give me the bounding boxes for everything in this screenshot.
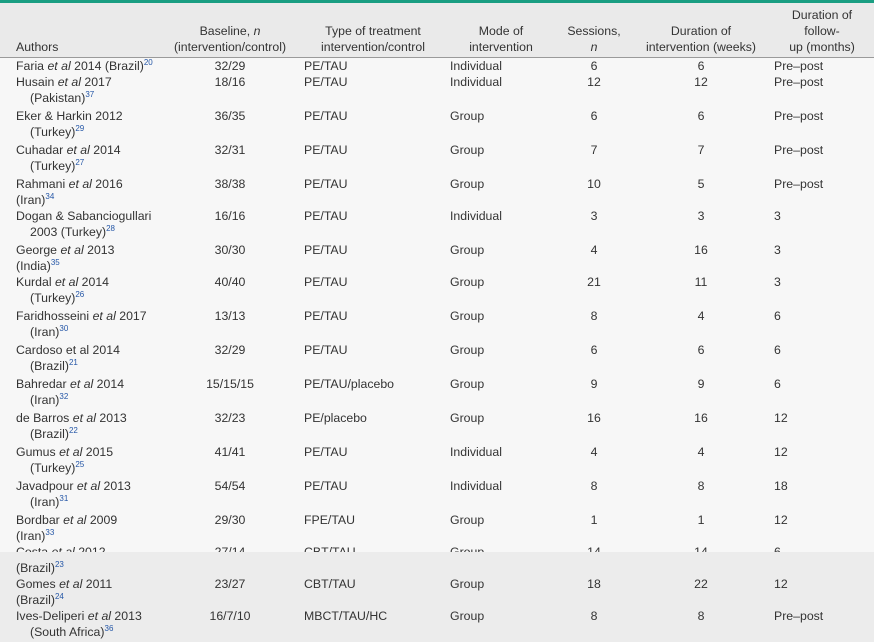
- citation-ref: 30: [59, 324, 68, 333]
- cell-author: [0, 576, 160, 608]
- author-name: Eker & Harkin 2012: [16, 109, 123, 123]
- cell-author: [0, 58, 160, 75]
- header-baseline: Baseline, n (intervention/control): [160, 3, 300, 58]
- cell-duration: 11: [632, 274, 770, 308]
- cell-mode: Group: [446, 410, 556, 444]
- cell-followup: 12: [770, 512, 874, 544]
- table-row: [0, 108, 874, 142]
- author-line: [16, 545, 106, 575]
- cell-baseline: 16/16: [160, 208, 300, 242]
- cell-followup: 3: [770, 274, 874, 308]
- author-year: 2015: [82, 445, 113, 459]
- author-line: [16, 577, 112, 607]
- cell-sessions: 16: [556, 410, 632, 444]
- author-etal: et al: [70, 377, 93, 391]
- author-name: Faridhosseini: [16, 309, 93, 323]
- cell-followup: 12: [770, 410, 874, 444]
- table-row: [0, 444, 874, 478]
- cell-mode: Group: [446, 274, 556, 308]
- cell-mode: [446, 544, 556, 576]
- cell-treatment-type: PE/TAU: [300, 58, 446, 75]
- table-row: [0, 608, 874, 642]
- cell-author: [0, 176, 160, 208]
- table-row: [0, 410, 874, 444]
- table-row: [0, 576, 874, 608]
- cell-followup: 12: [770, 576, 874, 608]
- cell-author: [0, 478, 160, 512]
- cell-treatment-type: PE/TAU: [300, 208, 446, 242]
- author-etal: et al: [69, 177, 92, 191]
- author-line: [16, 143, 121, 157]
- author-year: 2017: [81, 75, 112, 89]
- author-name: Cuhadar: [16, 143, 67, 157]
- author-name: George: [16, 243, 60, 257]
- author-line: [16, 479, 131, 493]
- author-line: [16, 243, 114, 273]
- author-line-2: [16, 90, 156, 106]
- cell-treatment-type: FPE/TAU: [300, 512, 446, 544]
- cell-followup: Pre–post: [770, 142, 874, 176]
- author-name: Dogan & Sabanciogullari: [16, 209, 151, 223]
- author-year: 2014: [93, 377, 124, 391]
- cell-author: [0, 544, 160, 576]
- author-year: 2011 (Brazil): [16, 577, 112, 607]
- author-line-2: [16, 124, 156, 140]
- author-year: 2009 (Iran): [16, 513, 117, 543]
- author-line-2: [16, 324, 156, 340]
- author-line: [16, 209, 151, 223]
- cell-baseline: 23/27: [160, 576, 300, 608]
- cell-baseline: 32/31: [160, 142, 300, 176]
- author-year: (Brazil): [16, 545, 106, 575]
- cell-sessions: 8: [556, 308, 632, 342]
- cell-mode: Group: [446, 342, 556, 376]
- table-row: [0, 242, 874, 274]
- cell-author: [0, 74, 160, 108]
- cell-sessions: 8: [556, 608, 632, 642]
- cell-duration: 16: [632, 410, 770, 444]
- cell-treatment-type: CBT/TAU: [300, 576, 446, 608]
- cell-treatment-type: PE/TAU: [300, 274, 446, 308]
- cell-baseline: 40/40: [160, 274, 300, 308]
- author-line: [16, 445, 113, 459]
- cell-author: [0, 376, 160, 410]
- author-line: [16, 75, 112, 89]
- author-name: Rahmani: [16, 177, 69, 191]
- header-mode: Mode of intervention: [446, 3, 556, 58]
- author-etal: et al: [60, 243, 83, 257]
- author-etal: et al: [59, 445, 82, 459]
- author-line: [16, 109, 123, 123]
- author-name: Kurdal: [16, 275, 55, 289]
- cell-duration: 3: [632, 208, 770, 242]
- cell-sessions: 8: [556, 478, 632, 512]
- author-name: Gomes: [16, 577, 59, 591]
- cell-treatment-type: MBCT/TAU/HC: [300, 608, 446, 642]
- author-line: [16, 343, 120, 357]
- cell-duration: 6: [632, 58, 770, 75]
- author-line: [16, 609, 142, 623]
- cell-duration: 6: [632, 342, 770, 376]
- study-table: [0, 3, 874, 552]
- cell-sessions: 18: [556, 576, 632, 608]
- table-row: [0, 274, 874, 308]
- cell-followup: Pre–post: [770, 58, 874, 75]
- cell-author: [0, 308, 160, 342]
- cell-duration: 12: [632, 74, 770, 108]
- cell-sessions: [556, 544, 632, 576]
- author-etal: et al: [63, 513, 86, 527]
- author-line-2: [16, 158, 156, 174]
- author-country: (Iran): [30, 325, 59, 339]
- citation-ref: 31: [59, 494, 68, 503]
- header-authors: Authors: [0, 3, 160, 58]
- cell-followup: Pre–post: [770, 608, 874, 642]
- cell-duration: 9: [632, 376, 770, 410]
- author-etal: et al: [73, 411, 96, 425]
- cell-treatment-type: PE/placebo: [300, 410, 446, 444]
- cell-mode: Individual: [446, 208, 556, 242]
- characteristics-table: [0, 3, 874, 642]
- author-line-2: [16, 224, 156, 240]
- author-year: 2016 (Iran): [16, 177, 123, 207]
- cell-author: [0, 274, 160, 308]
- table-row: [0, 308, 874, 342]
- author-line: [16, 377, 124, 391]
- cell-duration: 8: [632, 608, 770, 642]
- author-etal: et al: [93, 309, 116, 323]
- citation-ref: 29: [75, 124, 84, 133]
- cell-author: [0, 512, 160, 544]
- cell-sessions: 1: [556, 512, 632, 544]
- cell-followup: 18: [770, 478, 874, 512]
- cell-treatment-type: PE/TAU: [300, 478, 446, 512]
- cell-baseline: 32/29: [160, 58, 300, 75]
- author-year: 2014: [78, 275, 109, 289]
- cell-mode: Group: [446, 242, 556, 274]
- cell-mode: Group: [446, 108, 556, 142]
- cell-followup: 3: [770, 242, 874, 274]
- cell-sessions: 7: [556, 142, 632, 176]
- bottom-band: [0, 552, 874, 560]
- cell-sessions: 4: [556, 242, 632, 274]
- cell-mode: Group: [446, 512, 556, 544]
- citation-ref: 23: [55, 560, 64, 569]
- cell-mode: Individual: [446, 74, 556, 108]
- cell-baseline: [160, 544, 300, 576]
- table-row: [0, 376, 874, 410]
- header-treatment-type: Type of treatment intervention/control: [300, 3, 446, 58]
- cell-duration: 4: [632, 308, 770, 342]
- author-name: Faria: [16, 59, 47, 73]
- cell-duration: [632, 544, 770, 576]
- author-line-2: [16, 358, 156, 374]
- cell-author: [0, 208, 160, 242]
- author-name: Gumus: [16, 445, 59, 459]
- citation-ref: 34: [45, 192, 54, 201]
- author-country: (South Africa): [30, 625, 105, 639]
- author-year: 2013: [100, 479, 131, 493]
- citation-ref: 25: [75, 460, 84, 469]
- cell-sessions: 6: [556, 58, 632, 75]
- author-country: (Pakistan): [30, 91, 85, 105]
- cell-author: [0, 108, 160, 142]
- cell-author: [0, 608, 160, 642]
- cell-mode: Individual: [446, 58, 556, 75]
- cell-baseline: 32/29: [160, 342, 300, 376]
- cell-mode: Individual: [446, 478, 556, 512]
- citation-ref: 24: [55, 592, 64, 601]
- author-etal: et al: [47, 59, 70, 73]
- citation-ref: 26: [75, 290, 84, 299]
- author-name: Ives-Deliperi: [16, 609, 88, 623]
- cell-baseline: 29/30: [160, 512, 300, 544]
- author-name: Bordbar: [16, 513, 63, 527]
- table-row: [0, 142, 874, 176]
- header-sessions: Sessions, n: [556, 3, 632, 58]
- author-line-2: [16, 494, 156, 510]
- cell-author: [0, 242, 160, 274]
- table-header: [0, 3, 874, 58]
- author-name: Bahredar: [16, 377, 70, 391]
- cell-followup: 6: [770, 376, 874, 410]
- cell-baseline: 16/7/10: [160, 608, 300, 642]
- author-etal: et al: [59, 577, 82, 591]
- cell-followup: 6: [770, 342, 874, 376]
- author-year: 2013 (India): [16, 243, 114, 273]
- cell-treatment-type: PE/TAU: [300, 74, 446, 108]
- author-country: (Turkey): [30, 291, 75, 305]
- author-year: 2013: [96, 411, 127, 425]
- author-line: [16, 513, 117, 543]
- cell-sessions: 6: [556, 342, 632, 376]
- citation-ref: 20: [144, 58, 153, 67]
- author-line-2: [16, 392, 156, 408]
- cell-treatment-type: PE/TAU: [300, 176, 446, 208]
- cell-followup: Pre–post: [770, 176, 874, 208]
- cell-baseline: 41/41: [160, 444, 300, 478]
- cell-duration: 6: [632, 108, 770, 142]
- table-row: [0, 208, 874, 242]
- author-country: (Turkey): [30, 461, 75, 475]
- author-year: 2013: [111, 609, 142, 623]
- cell-sessions: 10: [556, 176, 632, 208]
- cell-mode: Group: [446, 308, 556, 342]
- citation-ref: 33: [45, 528, 54, 537]
- cell-duration: 22: [632, 576, 770, 608]
- cell-author: [0, 410, 160, 444]
- author-line-2: [16, 460, 156, 476]
- cell-mode: Group: [446, 376, 556, 410]
- cell-baseline: 54/54: [160, 478, 300, 512]
- cell-baseline: 36/35: [160, 108, 300, 142]
- author-line: [16, 411, 127, 425]
- cell-treatment-type: PE/TAU: [300, 444, 446, 478]
- author-name: Cardoso et al 2014: [16, 343, 120, 357]
- table-row: [0, 544, 874, 576]
- cell-baseline: 38/38: [160, 176, 300, 208]
- cell-followup: 6: [770, 308, 874, 342]
- citation-ref: 28: [106, 224, 115, 233]
- cell-treatment-type: PE/TAU: [300, 142, 446, 176]
- cell-treatment-type: PE/TAU: [300, 308, 446, 342]
- author-country: (Brazil): [30, 359, 69, 373]
- citation-ref: 21: [69, 358, 78, 367]
- cell-author: [0, 444, 160, 478]
- cell-sessions: 4: [556, 444, 632, 478]
- cell-followup: 12: [770, 444, 874, 478]
- author-line-2: [16, 624, 156, 640]
- cell-sessions: 12: [556, 74, 632, 108]
- author-line: [16, 177, 123, 207]
- author-name: Husain: [16, 75, 58, 89]
- header-duration: Duration of intervention (weeks): [632, 3, 770, 58]
- cell-followup: [770, 544, 874, 576]
- table-row: [0, 176, 874, 208]
- author-line-2: [16, 426, 156, 442]
- cell-baseline: 13/13: [160, 308, 300, 342]
- cell-baseline: 32/23: [160, 410, 300, 444]
- cell-duration: 4: [632, 444, 770, 478]
- cell-followup: Pre–post: [770, 74, 874, 108]
- cell-baseline: 18/16: [160, 74, 300, 108]
- cell-sessions: 3: [556, 208, 632, 242]
- cell-duration: 5: [632, 176, 770, 208]
- cell-treatment-type: PE/TAU: [300, 342, 446, 376]
- author-country: 2003 (Turkey): [30, 225, 106, 239]
- author-name: Javadpour: [16, 479, 77, 493]
- table-row: [0, 74, 874, 108]
- cell-duration: 16: [632, 242, 770, 274]
- author-country: (Brazil): [30, 427, 69, 441]
- header-followup: Duration of follow- up (months): [770, 3, 874, 58]
- citation-ref: 37: [85, 90, 94, 99]
- citation-ref: 27: [75, 158, 84, 167]
- cell-mode: Group: [446, 576, 556, 608]
- cell-treatment-type: PE/TAU: [300, 242, 446, 274]
- cell-author: [0, 342, 160, 376]
- author-country: (Iran): [30, 393, 59, 407]
- cell-followup: Pre–post: [770, 108, 874, 142]
- cell-sessions: 6: [556, 108, 632, 142]
- author-line: [16, 309, 147, 323]
- table-row: [0, 478, 874, 512]
- cell-sessions: 9: [556, 376, 632, 410]
- author-year: 2014 (Brazil): [71, 59, 144, 73]
- cell-duration: 8: [632, 478, 770, 512]
- table-row: [0, 342, 874, 376]
- cell-treatment-type: PE/TAU: [300, 108, 446, 142]
- citation-ref: 35: [51, 258, 60, 267]
- table-row: [0, 512, 874, 544]
- cell-baseline: 30/30: [160, 242, 300, 274]
- author-country: (Turkey): [30, 125, 75, 139]
- cell-baseline: 15/15/15: [160, 376, 300, 410]
- cell-sessions: 21: [556, 274, 632, 308]
- author-name: de Barros: [16, 411, 73, 425]
- cell-author: [0, 142, 160, 176]
- author-etal: et al: [77, 479, 100, 493]
- citation-ref: 32: [59, 392, 68, 401]
- cell-mode: Group: [446, 142, 556, 176]
- author-year: 2014: [90, 143, 121, 157]
- author-line: [16, 275, 109, 289]
- cell-duration: 7: [632, 142, 770, 176]
- cell-treatment-type: PE/TAU/placebo: [300, 376, 446, 410]
- author-country: (Turkey): [30, 159, 75, 173]
- author-line-2: [16, 290, 156, 306]
- table-row: [0, 58, 874, 75]
- citation-ref: 22: [69, 426, 78, 435]
- author-country: (Iran): [30, 495, 59, 509]
- citation-ref: 36: [105, 624, 114, 633]
- author-etal: et al: [58, 75, 81, 89]
- author-etal: et al: [67, 143, 90, 157]
- cell-duration: 1: [632, 512, 770, 544]
- cell-mode: Group: [446, 176, 556, 208]
- author-line: [16, 59, 153, 73]
- author-etal: et al: [55, 275, 78, 289]
- cell-followup: 3: [770, 208, 874, 242]
- author-etal: et al: [88, 609, 111, 623]
- cell-mode: Group: [446, 608, 556, 642]
- author-year: 2017: [116, 309, 147, 323]
- cell-mode: Individual: [446, 444, 556, 478]
- cell-treatment-type: [300, 544, 446, 576]
